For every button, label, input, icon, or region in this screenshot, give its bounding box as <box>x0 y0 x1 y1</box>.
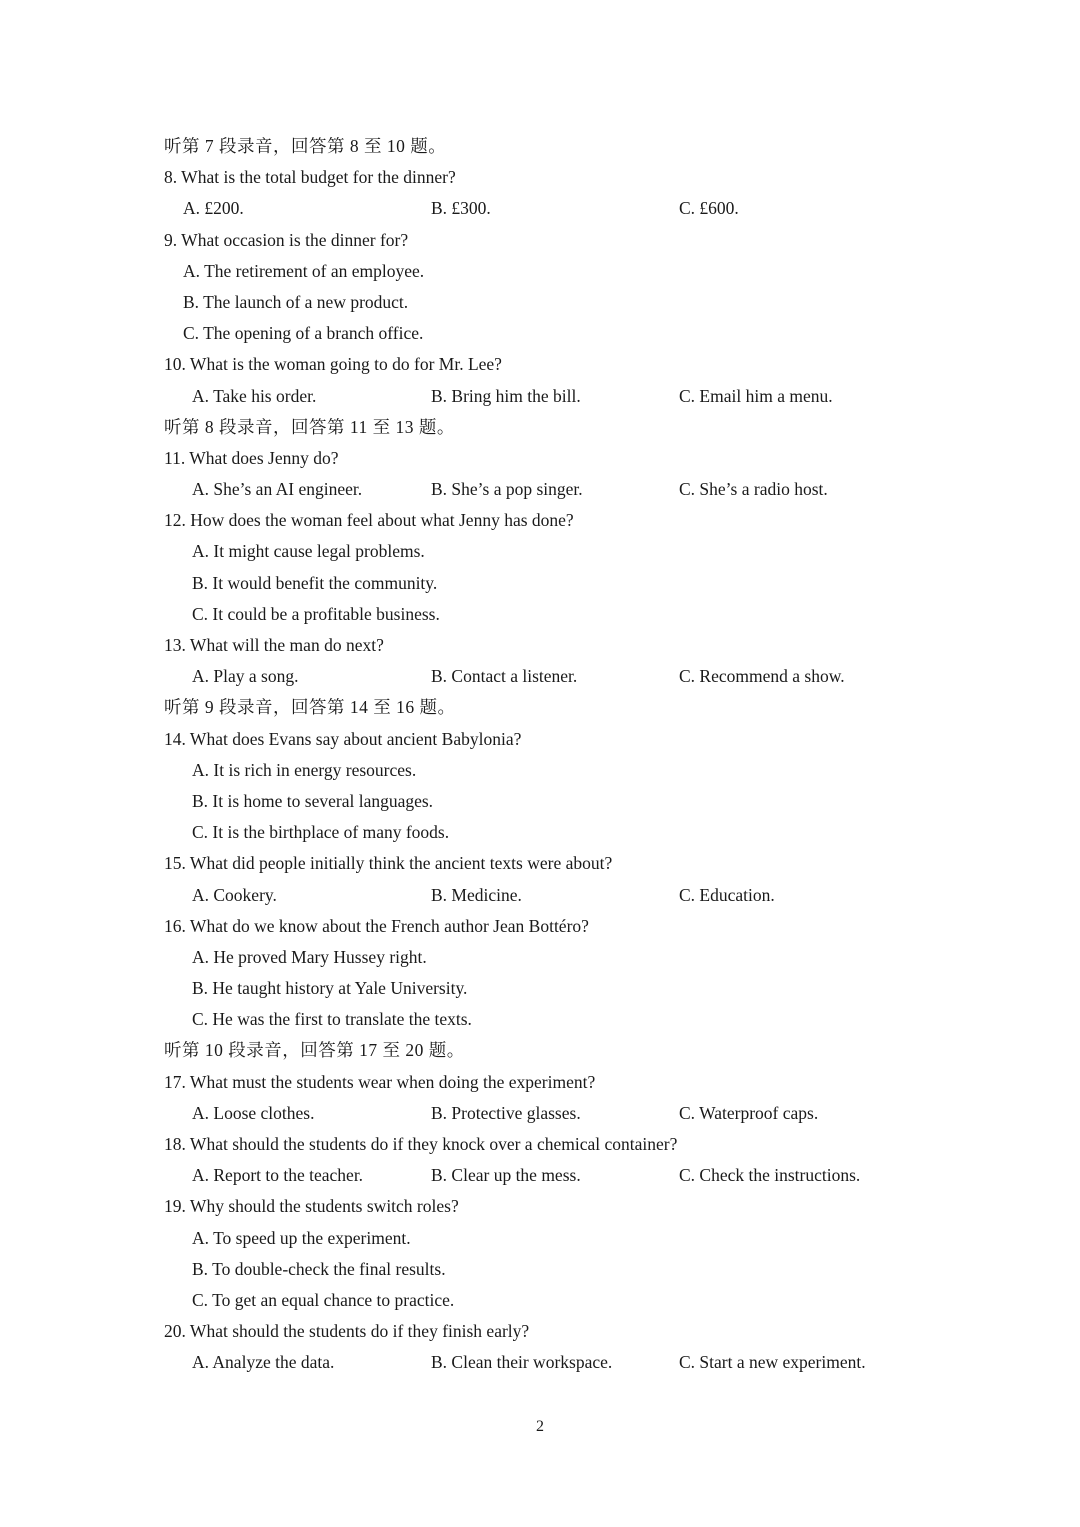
answer-option: B. Medicine. <box>431 884 522 905</box>
answer-option: C. It is the birthplace of many foods. <box>192 822 450 843</box>
answer-option: C. Start a new experiment. <box>679 1352 866 1373</box>
options-row <box>164 474 904 505</box>
answer-option: A. Play a song. <box>192 666 299 687</box>
options-row <box>164 1160 904 1191</box>
answer-option: C. £600. <box>679 198 739 219</box>
answer-option: C. He was the first to translate the texts. <box>192 1009 472 1030</box>
options-row <box>164 193 904 224</box>
section-header: 听第 9 段录音，回答第 14 至 16 题。 <box>164 697 456 718</box>
question-stem: 19. Why should the students switch roles? <box>164 1196 459 1217</box>
question-stem: 16. What do we know about the French author Jean Bottéro? <box>164 915 589 936</box>
options-row <box>164 661 904 692</box>
page-number: 2 <box>536 1418 544 1435</box>
answer-option: A. He proved Mary Hussey right. <box>192 946 427 967</box>
question-stem: 14. What does Evans say about ancient Babylonia? <box>164 728 522 749</box>
question-stem: 10. What is the woman going to do for Mr. Lee? <box>164 354 502 375</box>
answer-option: B. To double-check the final results. <box>192 1258 446 1279</box>
answer-option: C. Waterproof caps. <box>679 1102 819 1123</box>
section-header: 听第 10 段录音，回答第 17 至 20 题。 <box>164 1040 465 1061</box>
question-stem: 20. What should the students do if they finish early? <box>164 1321 530 1342</box>
answer-option: B. £300. <box>431 198 491 219</box>
question-stem: 13. What will the man do next? <box>164 635 384 655</box>
answer-option: B. The launch of a new product. <box>183 291 409 312</box>
answer-option: B. It is home to several languages. <box>192 790 434 811</box>
question-stem: 17. What must the students wear when doing the experiment? <box>164 1071 596 1092</box>
answer-option: A. Cookery. <box>192 884 277 905</box>
answer-option: B. It would benefit the community. <box>192 572 438 593</box>
options-row <box>164 1347 904 1378</box>
question-stem: 11. What does Jenny do? <box>164 447 339 468</box>
answer-option: A. The retirement of an employee. <box>183 260 425 281</box>
answer-option: A. She’s an AI engineer. <box>192 479 363 500</box>
answer-option: C. It could be a profitable business. <box>192 603 440 624</box>
section-header: 听第 7 段录音，回答第 8 至 10 题。 <box>164 136 447 156</box>
answer-option: A. Loose clothes. <box>192 1102 315 1123</box>
answer-option: A. It is rich in energy resources. <box>192 759 417 780</box>
answer-option: B. Contact a listener. <box>431 666 578 687</box>
options-row <box>164 381 904 412</box>
answer-option: B. Protective glasses. <box>431 1102 581 1123</box>
answer-option: C. Recommend a show. <box>679 666 845 687</box>
options-row <box>164 880 904 911</box>
question-stem: 15. What did people initially think the ancient texts were about? <box>164 853 613 874</box>
listening-questions <box>164 131 904 1379</box>
answer-option: A. Take his order. <box>192 385 317 406</box>
answer-option: B. He taught history at Yale University. <box>192 978 468 999</box>
answer-option: A. Analyze the data. <box>192 1352 335 1373</box>
answer-option: B. Clear up the mess. <box>431 1165 581 1186</box>
question-stem: 18. What should the students do if they knock over a chemical container? <box>164 1134 678 1154</box>
answer-option: C. Education. <box>679 884 775 905</box>
answer-option: C. The opening of a branch office. <box>183 323 424 344</box>
answer-option: C. Check the instructions. <box>679 1165 861 1186</box>
question-stem: 9. What occasion is the dinner for? <box>164 229 409 250</box>
answer-option: C. To get an equal chance to practice. <box>192 1289 455 1310</box>
options-row <box>164 1098 904 1129</box>
answer-option: A. It might cause legal problems. <box>192 541 425 562</box>
answer-option: B. Bring him the bill. <box>431 385 581 406</box>
answer-option: A. To speed up the experiment. <box>192 1227 411 1248</box>
answer-option: B. She’s a pop singer. <box>431 479 583 500</box>
answer-option: A. Report to the teacher. <box>192 1165 364 1186</box>
answer-option: C. Email him a menu. <box>679 385 833 406</box>
answer-option: B. Clean their workspace. <box>431 1352 613 1373</box>
question-stem: 8. What is the total budget for the dinner? <box>164 167 456 188</box>
answer-option: A. £200. <box>183 198 244 219</box>
question-stem: 12. How does the woman feel about what Jenny has done? <box>164 510 574 531</box>
section-header: 听第 8 段录音，回答第 11 至 13 题。 <box>164 416 455 437</box>
answer-option: C. She’s a radio host. <box>679 479 828 500</box>
